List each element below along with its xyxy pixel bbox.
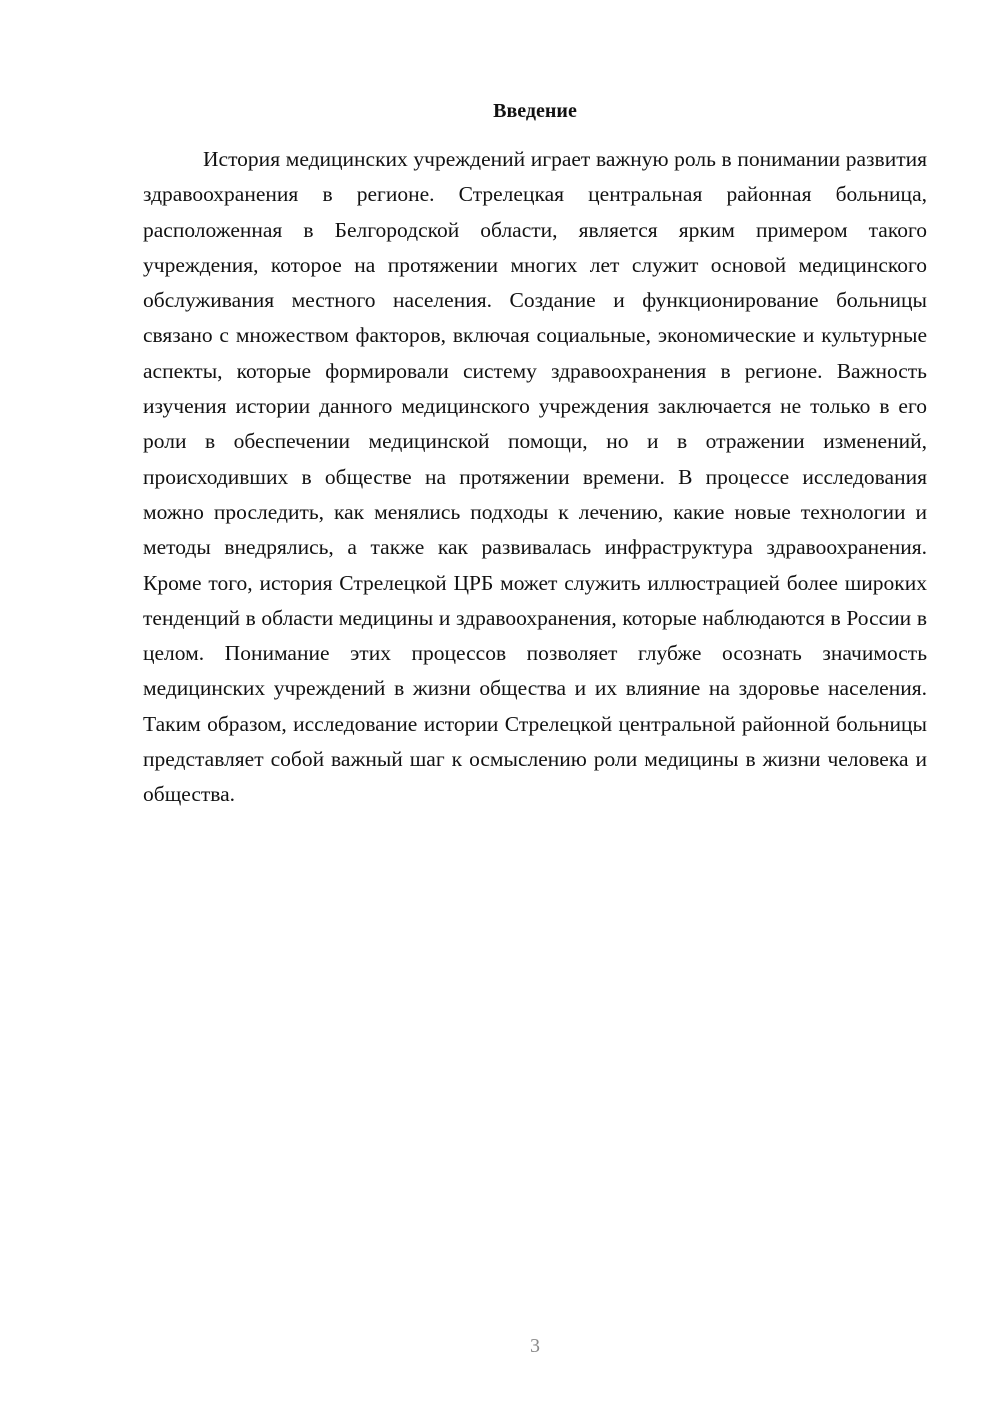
intro-paragraph: История медицинских учреждений играет важную роль в понимании развития здравоохранения в регионе. Стрелецкая центральная районная больница, расположенная в Белгородской области, является ярким примером такого учреждения, которое на протяжении многих лет служит основой медицинского обслуживания местного населения. Создание и функционирование больницы связано с множеством факторов, включая социальные, экономические и культурные аспекты, которые формировали систему здравоохранения в регионе. Важность изучения истории данного медицинского учреждения заключается не только в его роли в обеспечении медицинской помощи, но и в отражении изменений, происходивших в обществе на протяжении времени. В процессе исследования можно проследить, как менялись подходы к лечению, какие новые технологии и методы внедрялись, а также как развивалась инфраструктура здравоохранения. Кроме того, история Стрелецкой ЦРБ может служить иллюстрацией более широких тенденций в области медицины и здравоохранения, которые наблюдаются в России в целом. Понимание этих процессов позволяет глубже осознать значимость медицинских учреждений в жизни общества и их влияние на здоровье населения. Таким образом, исследование истории Стрелецкой центральной районной больницы представляет собой важный шаг к осмыслению роли медицины в жизни человека и общества. xyxy=(143,147,927,807)
section-heading: Введение xyxy=(493,100,577,122)
page-number: 3 xyxy=(530,1335,540,1357)
